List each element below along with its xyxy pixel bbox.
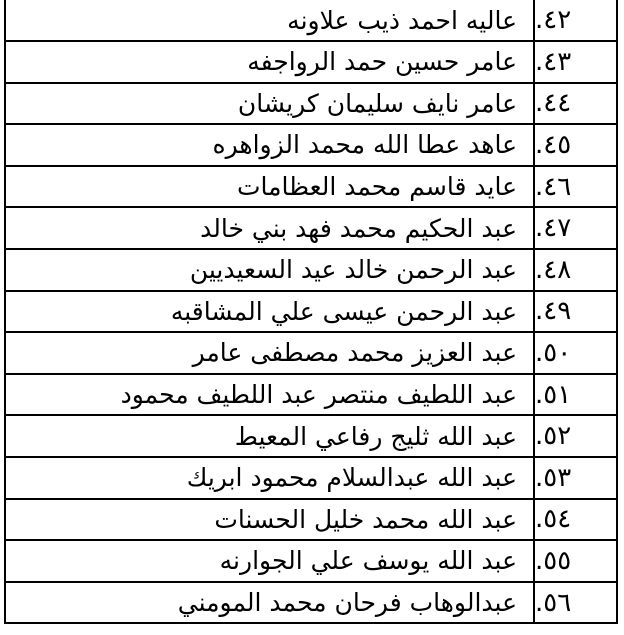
person-name: عبد العزيز محمد مصطفى عامر [192, 338, 517, 368]
row-number: ٥٥. [533, 541, 616, 581]
row-number: ٥٠. [533, 333, 616, 373]
table-row [6, 290, 616, 332]
row-number: ٤٢. [533, 0, 616, 40]
table-row [6, 123, 616, 165]
table-row [6, 248, 616, 290]
person-name: عبد الله يوسف علي الجوارنه [219, 546, 517, 576]
table-row [6, 581, 616, 623]
table-row [6, 456, 616, 498]
row-number: ٤٥. [533, 125, 616, 165]
table-row [6, 0, 616, 40]
person-name: عبد الله عبدالسلام محمود ابريك [186, 463, 517, 493]
table-row [6, 498, 616, 540]
row-number: ٤٧. [533, 208, 616, 248]
row-number: ٥٣. [533, 458, 616, 498]
person-name: عاهد عطا الله محمد الزواهره [212, 130, 517, 160]
names-table [4, 0, 618, 624]
person-name: عبد الرحمن عيسى علي المشاقبه [170, 296, 517, 326]
row-number: ٥٦. [533, 583, 616, 623]
row-number: ٥٢. [533, 416, 616, 456]
row-number: ٤٤. [533, 84, 616, 124]
person-name: عبد الله ثليج رفاعي المعيط [234, 421, 517, 451]
table-row [6, 539, 616, 581]
person-name: عبد اللطيف منتصر عبد اللطيف محمود [120, 380, 517, 410]
row-number: ٤٣. [533, 42, 616, 82]
person-name: عامر نايف سليمان كريشان [237, 88, 517, 118]
person-name: عامر حسين حمد الرواجفه [247, 47, 517, 77]
table-row [6, 165, 616, 207]
table-row [6, 414, 616, 456]
person-name: عبدالوهاب فرحان محمد المومني [177, 588, 517, 618]
row-number: ٥٤. [533, 500, 616, 540]
person-name: عبد الله محمد خليل الحسنات [214, 504, 517, 534]
person-name: عبد الرحمن خالد عيد السعيديين [189, 255, 517, 285]
person-name: عبد الحكيم محمد فهد بني خالد [200, 213, 517, 243]
person-name: عاليه احمد ذيب علاونه [287, 5, 517, 35]
table-row [6, 82, 616, 124]
row-number: ٤٦. [533, 167, 616, 207]
row-number: ٥١. [533, 375, 616, 415]
table-row [6, 206, 616, 248]
person-name: عايد قاسم محمد العظامات [236, 172, 517, 202]
table-row [6, 40, 616, 82]
table-row [6, 331, 616, 373]
table-row [6, 373, 616, 415]
row-number: ٤٨. [533, 250, 616, 290]
row-number: ٤٩. [533, 292, 616, 332]
